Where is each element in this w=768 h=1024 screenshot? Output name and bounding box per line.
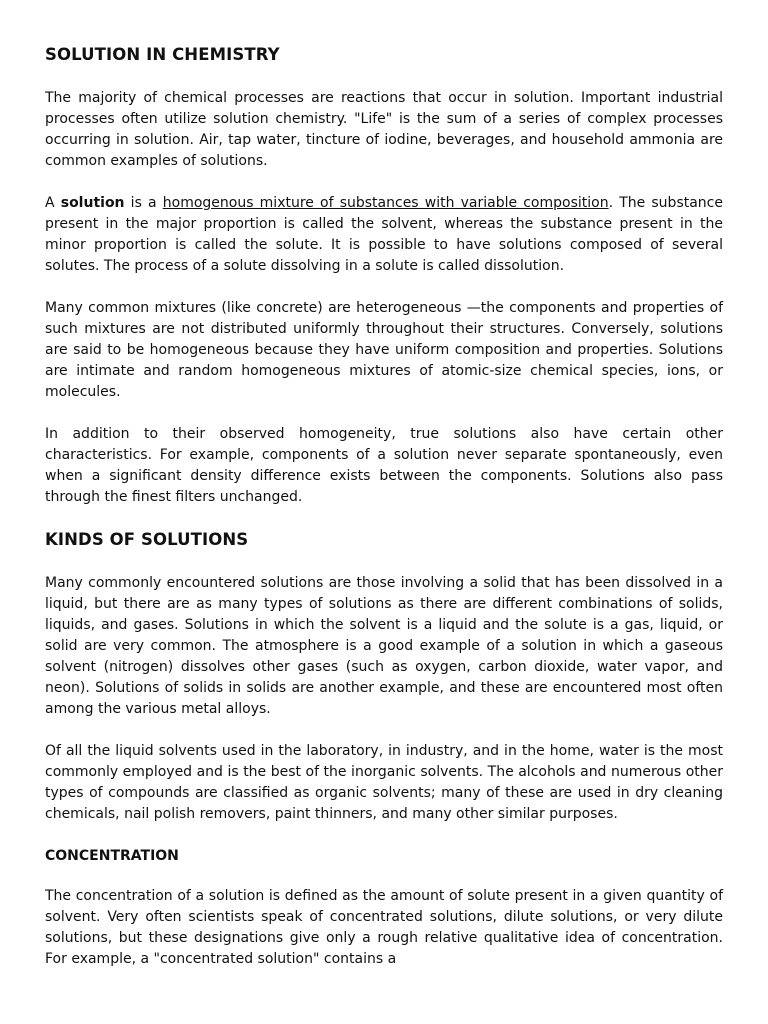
solution-term: solution [60, 195, 125, 211]
paragraph-definition [45, 193, 723, 277]
document-page [45, 44, 723, 991]
definition-underlined: homogenous mixture of substances with variable composition [162, 195, 609, 211]
definition-rest: . The substance present in the major proportion is called the solvent, whereas the substance present in the minor proportion is called the solute. It is possible to have solutions composed of several solutes. The process of a solute dissolving in a solute is called dissolution. [45, 195, 723, 274]
paragraph-heterogeneous: Many common mixtures (like concrete) are heterogeneous —the components and properties of such mixtures are not distributed uniformly throughout their structures. Conversely, solutions are said to be homogeneous because they have uniform composition and properties. Solutions are intimate and random homogeneous mixtures of atomic-size chemical species, ions, or molecules. [45, 300, 723, 400]
section-title-kinds: KINDS OF SOLUTIONS [45, 530, 249, 549]
section-title-solution: SOLUTION IN CHEMISTRY [45, 45, 280, 64]
paragraph-kinds: Many commonly encountered solutions are those involving a solid that has been dissolved in a liquid, but there are as many types of solutions as there are different combinations of solids, liquids, and gases. Solutions in which the solvent is a liquid and the solute is a gas, liquid, or solid are very common. The atmosphere is a good example of a solution in which a gaseous solvent (nitrogen) dissolves other gases (such as oxygen, carbon dioxide, water vapor, and neon). Solutions of solids in solids are another example, and these are encountered most often among the various metal alloys. [45, 575, 723, 717]
definition-mid: is a [124, 195, 163, 211]
definition-lead: A [45, 195, 61, 211]
paragraph-solvents: Of all the liquid solvents used in the laboratory, in industry, and in the home, water is the most commonly employed and is the best of the inorganic solvents. The alcohols and numerous other types of compounds are classified as organic solvents; many of these are used in dry cleaning chemicals, nail polish removers, paint thinners, and many other similar purposes. [45, 743, 723, 822]
paragraph-characteristics: In addition to their observed homogeneity, true solutions also have certain other characteristics. For example, components of a solution never separate spontaneously, even when a significant density difference exists between the components. Solutions also pass through the finest filters unchanged. [45, 426, 723, 505]
paragraph-intro: The majority of chemical processes are reactions that occur in solution. Important industrial processes often utilize solution chemistry. "Life" is the sum of a series of complex processes occurring in solution. Air, tap water, tincture of iodine, beverages, and household ammonia are common examples of solutions. [45, 90, 723, 169]
section-title-concentration: CONCENTRATION [45, 848, 179, 864]
paragraph-concentration: The concentration of a solution is defined as the amount of solute present in a given quantity of solvent. Very often scientists speak of concentrated solutions, dilute solutions, or very dilute solutions, but these designations give only a rough relative qualitative idea of concentration. For example, a "concentrated solution" contains a [45, 888, 723, 967]
